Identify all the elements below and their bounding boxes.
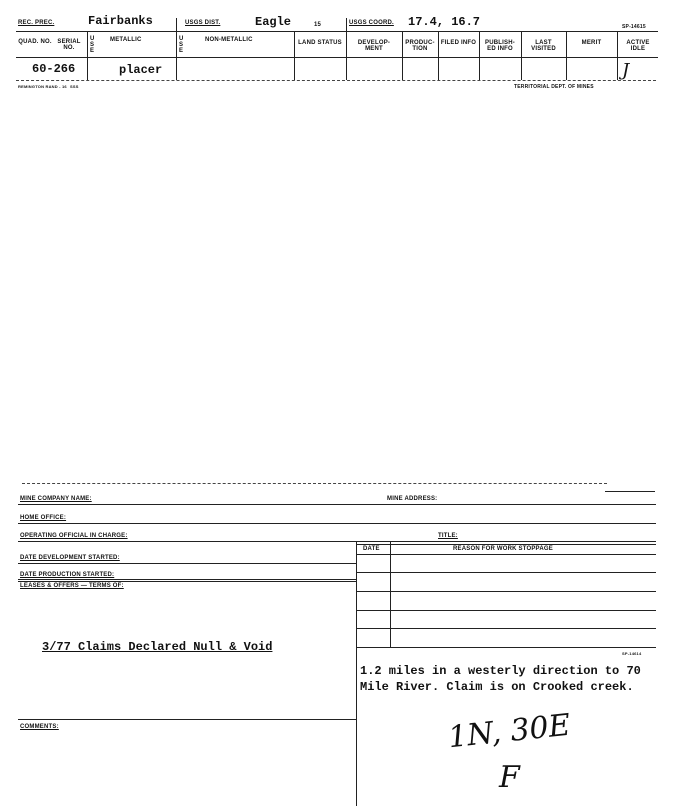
location-line-1: 1.2 miles in a westerly direction to 70 bbox=[360, 664, 641, 678]
reason-column-header: REASON FOR WORK STOPPAGE bbox=[453, 546, 553, 552]
mine-address-label: MINE ADDRESS: bbox=[387, 496, 438, 502]
operating-official-label: OPERATING OFFICIAL IN CHARGE: bbox=[20, 533, 128, 539]
title-label: TITLE: bbox=[438, 533, 458, 539]
usgs-dist-number: 15 bbox=[314, 22, 322, 28]
comments-label: COMMENTS: bbox=[20, 724, 59, 730]
lower-form-number: SP-14614 bbox=[622, 651, 642, 656]
rec-prec-value: Fairbanks bbox=[88, 14, 153, 28]
col-non-metallic: NON-METALLIC bbox=[205, 37, 253, 43]
home-office-label: HOME OFFICE: bbox=[20, 515, 67, 521]
col-last-visited: LAST VISITED bbox=[531, 40, 556, 52]
location-line-2: Mile River. Claim is on Crooked creek. bbox=[360, 680, 634, 694]
col-filed-info: FILED INFO bbox=[440, 40, 477, 46]
date-production-started-label: DATE PRODUCTION STARTED: bbox=[20, 572, 115, 578]
date-development-started-label: DATE DEVELOPMENT STARTED: bbox=[20, 555, 120, 561]
handwritten-coordinates: 1N, 30E bbox=[446, 707, 573, 756]
col-use-2: U S E bbox=[179, 36, 184, 54]
col-quad-no: QUAD. NO. bbox=[18, 39, 52, 45]
col-published-info: PUBLISH-ED INFO bbox=[485, 40, 515, 52]
card-footer-code: SSS bbox=[70, 84, 79, 89]
rec-prec-label: REC. PREC. bbox=[18, 20, 55, 26]
metallic-value: placer bbox=[119, 63, 163, 77]
col-production: PRODUC-TION bbox=[405, 40, 435, 52]
leases-offers-label: LEASES & OFFERS — TERMS OF: bbox=[20, 583, 124, 589]
col-development: DEVELOP-MENT bbox=[357, 40, 391, 52]
handwritten-mark: F bbox=[499, 760, 520, 795]
col-serial-no: SERIAL NO. bbox=[57, 39, 81, 51]
usgs-dist-label: USGS DIST. bbox=[185, 20, 221, 26]
col-land-status: LAND STATUS bbox=[298, 40, 342, 46]
mine-company-name-label: MINE COMPANY NAME: bbox=[20, 496, 92, 502]
form-number: SP-14615 bbox=[622, 24, 646, 30]
card-footer-left: REMINGTON RAND - 16 bbox=[18, 84, 67, 89]
leases-value: 3/77 Claims Declared Null & Void bbox=[42, 640, 273, 654]
card-footer-right: TERRITORIAL DEPT. OF MINES bbox=[514, 84, 594, 90]
usgs-coord-value: 17.4, 16.7 bbox=[408, 15, 481, 29]
usgs-coord-label: USGS COORD. bbox=[349, 20, 394, 26]
col-merit: MERIT bbox=[581, 40, 602, 46]
col-use-1: U S E bbox=[90, 36, 95, 54]
quad-serial-value: 60-266 bbox=[32, 62, 76, 76]
col-metallic: METALLIC bbox=[110, 37, 142, 43]
col-active-idle: ACTIVE IDLE bbox=[626, 40, 650, 52]
date-column-header: DATE bbox=[363, 546, 380, 552]
active-check-mark: J bbox=[622, 60, 630, 81]
usgs-dist-value: Eagle bbox=[255, 15, 292, 29]
